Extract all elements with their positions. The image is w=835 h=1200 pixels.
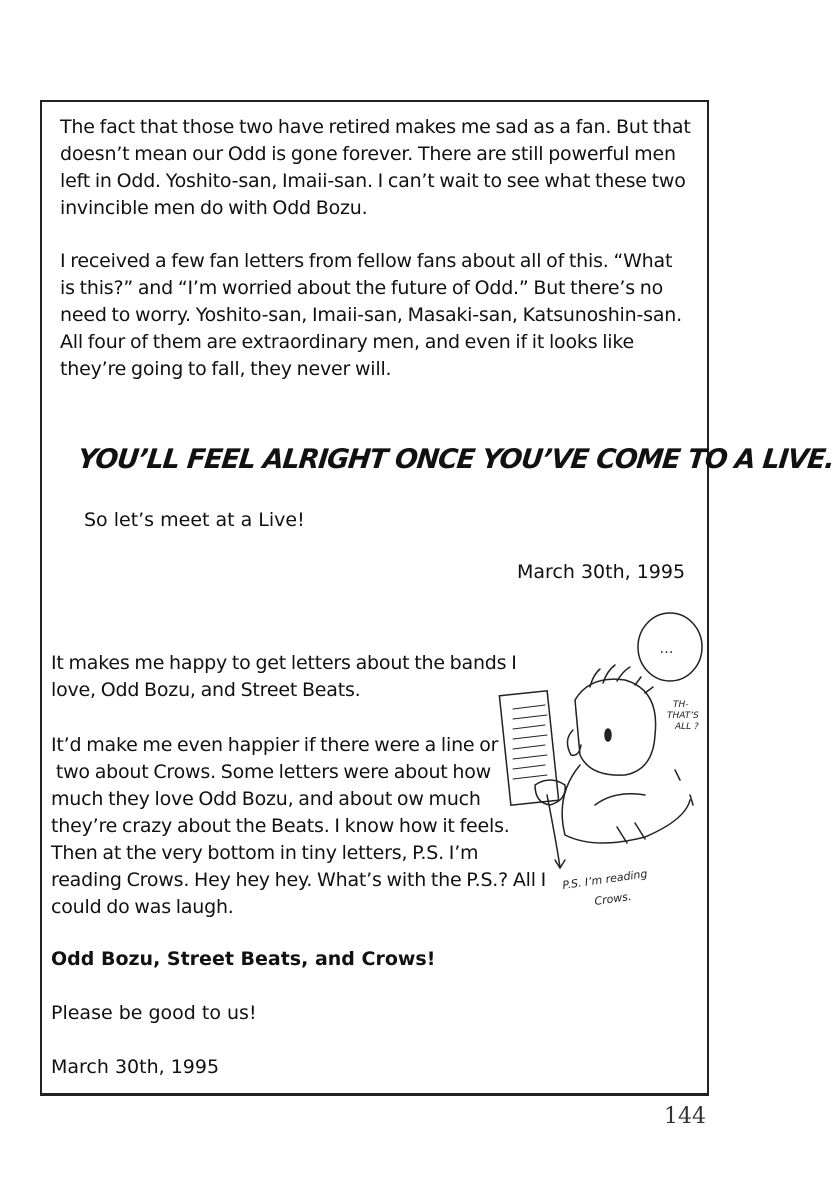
text-line: It’d make me even happier if there were a line or <box>51 734 499 756</box>
eye <box>605 729 611 741</box>
ps-note-1: P.S. I’m reading <box>561 867 649 892</box>
text-line: much they love Odd Bozu, and about ow much <box>51 788 481 810</box>
remark-text-3: ALL ? <box>675 722 699 732</box>
text-line: love, Odd Bozu, and Street Beats. <box>51 679 361 701</box>
text-line: reading Crows. Hey hey hey. What’s with the P.S.? All I <box>51 869 547 891</box>
text-line: invincible men do with Odd Bozu. <box>60 197 368 219</box>
body-outline <box>562 765 690 843</box>
text-line: they’re going to fall, they never will. <box>60 358 392 380</box>
letter-paper <box>499 691 558 805</box>
headline: YOU’LL FEEL ALRIGHT ONCE YOU’VE COME TO A LIVE. <box>76 444 835 475</box>
paragraph-fan-letters <box>60 248 682 383</box>
text-line: need to worry. Yoshito-san, Imaii-san, Masaki-san, Katsunoshin-san. <box>60 304 682 326</box>
paragraph-happy <box>51 650 517 704</box>
text-line: is this?” and “I’m worried about the future of Odd.” But there’s no <box>60 277 664 299</box>
arrow-line <box>547 795 560 867</box>
sketch-drawing <box>495 605 715 915</box>
head-outline <box>575 679 656 775</box>
text-line: doesn’t mean our Odd is gone forever. There are still powerful men <box>60 143 676 165</box>
ps-note-2: Crows. <box>593 889 633 908</box>
remark-text-1: TH- <box>673 700 689 710</box>
text-line: All four of them are extraordinary men, and even if it looks like <box>60 331 635 353</box>
paragraph-crows <box>51 732 546 921</box>
date-second: March 30th, 1995 <box>51 1056 220 1078</box>
hair-strands <box>590 665 630 687</box>
date-first: March 30th, 1995 <box>517 561 686 583</box>
text-line: they’re crazy about the Beats. I know how it feels. <box>51 815 510 837</box>
text-line: two about Crows. Some letters were about how <box>51 761 492 783</box>
meet-line: So let’s meet at a Live! <box>84 509 305 531</box>
text-line: It makes me happy to get letters about the bands I <box>51 652 517 674</box>
text-line: I received a few fan letters from fellow fans about all of this. “What <box>60 250 673 272</box>
text-line: left in Odd. Yoshito-san, Imaii-san. I can’t wait to see what these two <box>60 170 686 192</box>
text-line: The fact that those two have retired makes me sad as a fan. But that <box>60 116 691 138</box>
shoulder-line <box>595 794 645 805</box>
letter-lines <box>513 705 547 779</box>
page-number: 144 <box>664 1104 706 1129</box>
paragraph-retired <box>60 114 691 222</box>
closing-line: Please be good to us! <box>51 1002 257 1024</box>
text-line: could do was laugh. <box>51 896 234 918</box>
author-reading-sketch <box>495 605 715 915</box>
text-line: Then at the very bottom in tiny letters, P.S. I’m <box>51 842 479 864</box>
bands-line: Odd Bozu, Street Beats, and Crows! <box>51 948 436 970</box>
bubble-text: … <box>660 641 674 657</box>
remark-text-2: THAT’S <box>667 711 699 721</box>
